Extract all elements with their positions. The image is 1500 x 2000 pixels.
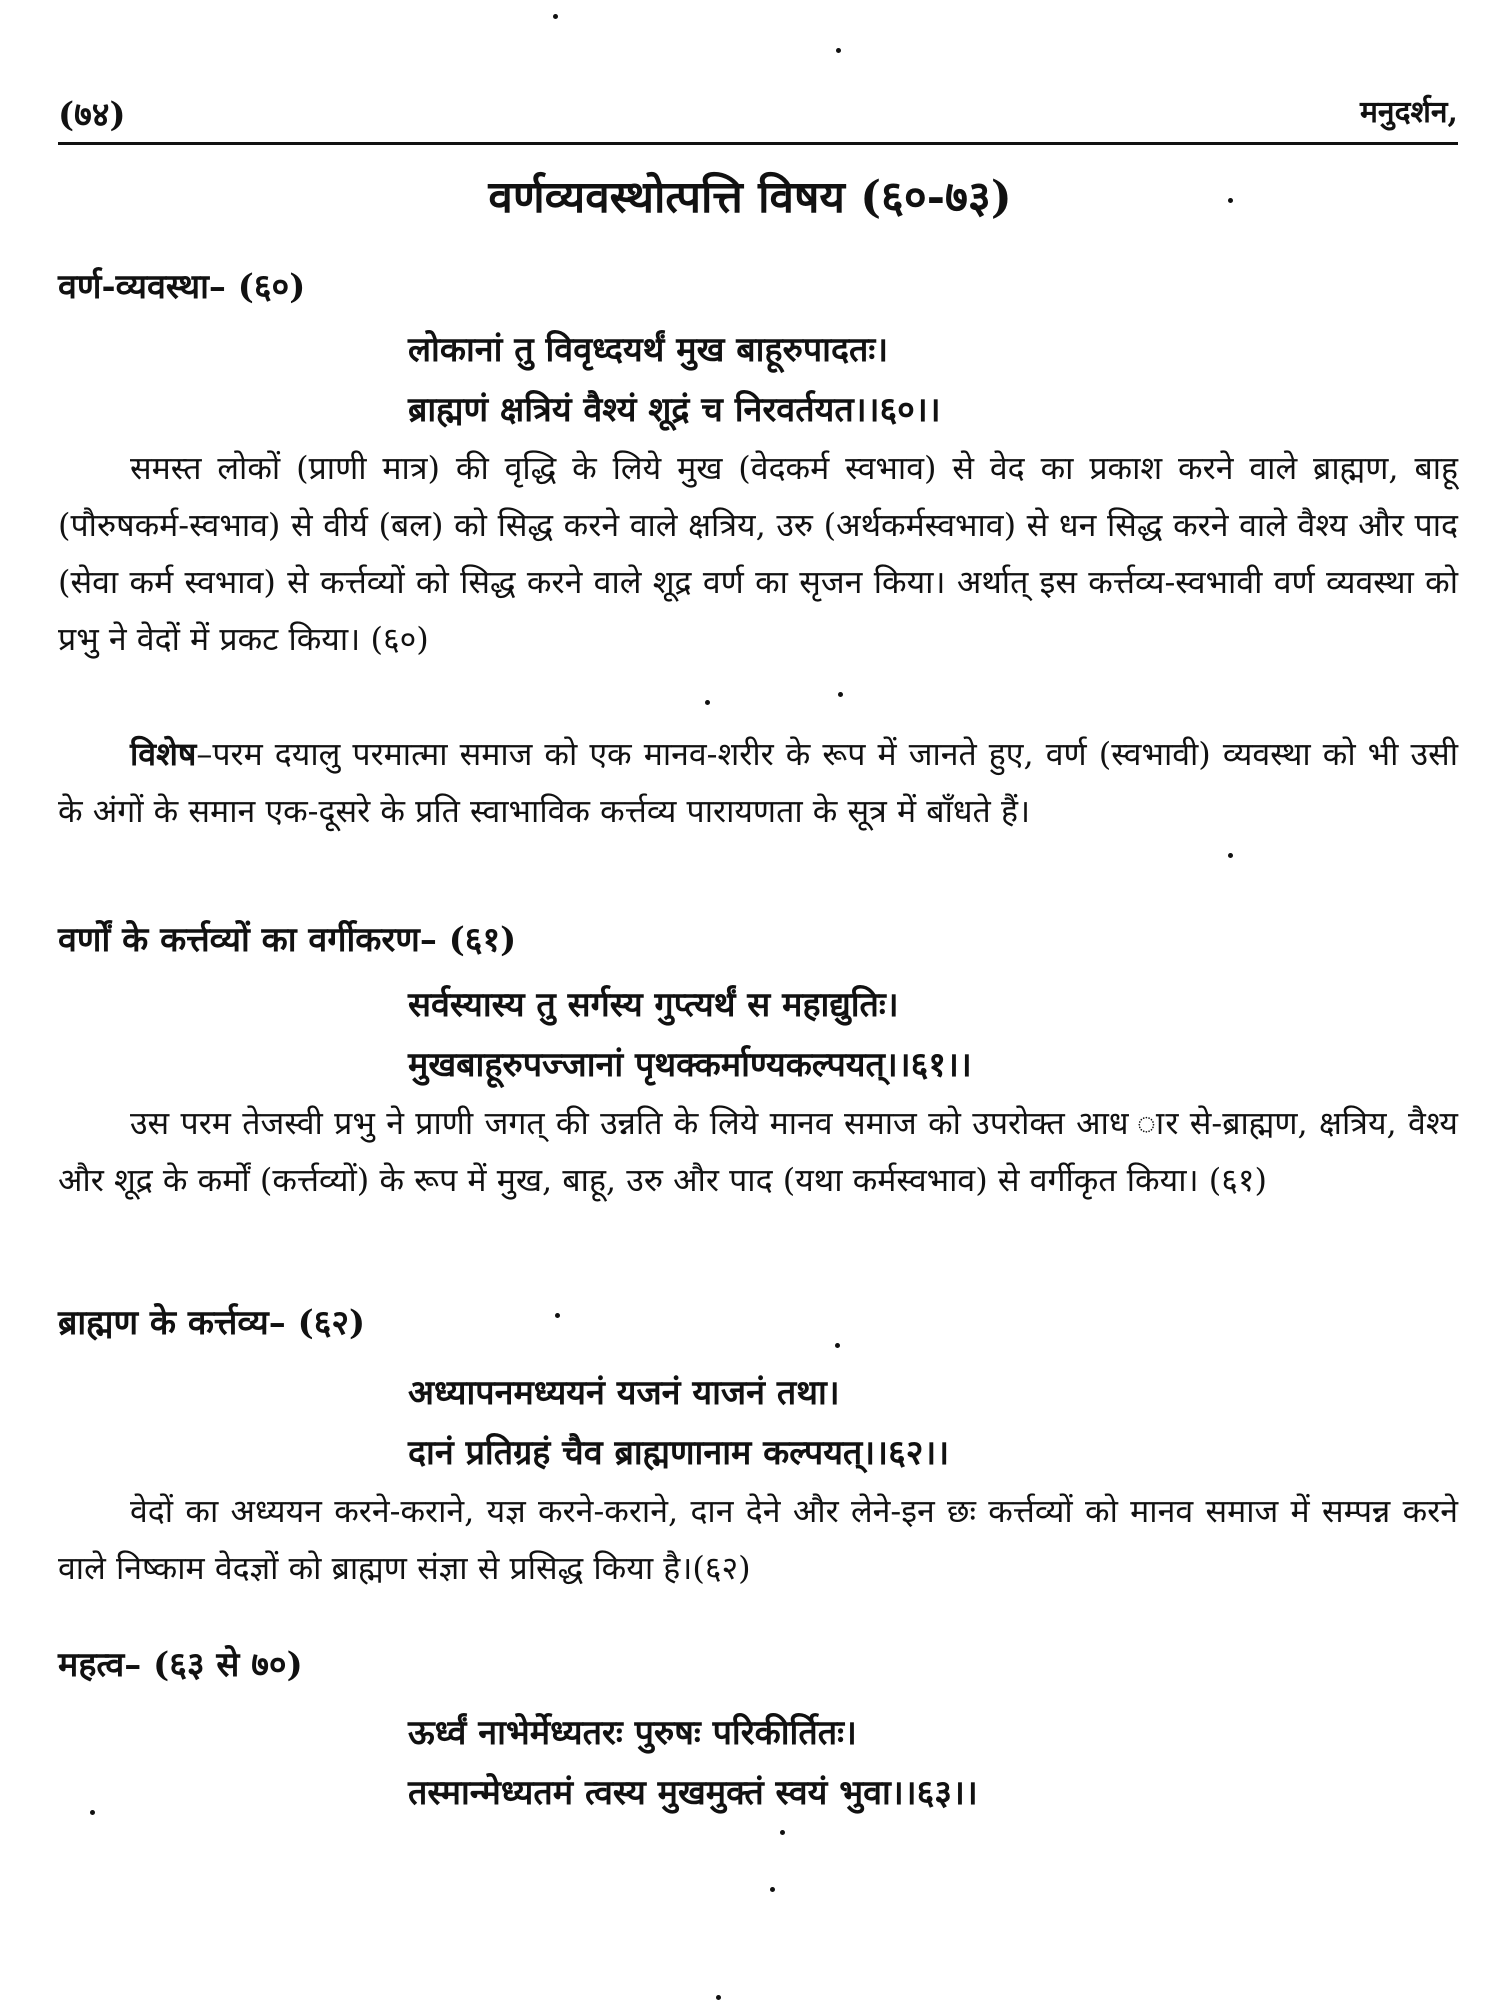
verse-60-line-1: लोकानां तु विवृध्दयर्थं मुख बाहूरुपादतः। <box>408 330 889 370</box>
special-label: विशेष <box>130 735 197 773</box>
page-number: (७४) <box>58 95 126 135</box>
section-heading-classification: वर्णों के कर्त्तव्यों का वर्गीकरण– (६१) <box>58 920 517 960</box>
scan-speck <box>716 1995 721 2000</box>
paragraph-special <box>58 726 1458 840</box>
verse-61-line-2: मुखबाहूरुपज्जानां पृथक्कर्माण्यकल्पयत्।।६१।। <box>408 1045 972 1085</box>
scan-speck <box>838 692 843 697</box>
scan-speck <box>780 1830 785 1835</box>
running-head: मनुदर्शन, <box>1359 95 1458 130</box>
paragraph-61 <box>58 1095 1458 1209</box>
scan-speck <box>553 14 558 19</box>
chapter-title: वर्णव्यवस्थोत्पत्ति विषय (६०-७३) <box>488 172 1012 223</box>
scan-speck <box>835 1343 840 1348</box>
section-heading-brahmin-duties: ब्राह्मण के कर्त्तव्य– (६२) <box>58 1303 366 1343</box>
verse-62-line-1: अध्यापनमध्ययनं यजनं याजनं तथा। <box>408 1373 840 1413</box>
paragraph-61-text: उस परम तेजस्वी प्रभु ने प्राणी जगत् की उन्नति के लिये मानव समाज को उपरोक्त आध ार से-ब्राह्मण, क्षत्रिय, वैश्य और शूद्र के कर्मों (कर्त्तव्यों) के रूप में मुख, बाहू, उरु और पाद (यथा कर्मस्वभाव) से वर्गीकृत किया। (६१) <box>58 1104 1458 1199</box>
paragraph-62 <box>58 1483 1458 1597</box>
verse-63-line-1: ऊर्ध्वं नाभेर्मेध्यतरः पुरुषः परिकीर्तितः। <box>408 1713 857 1753</box>
verse-63-line-2: तस्मान्मेध्यतमं त्वस्य मुखमुक्तं स्वयं भुवा।।६३।। <box>408 1773 978 1813</box>
scan-speck <box>90 1810 95 1815</box>
verse-62-line-2: दानं प्रतिग्रहं चैव ब्राह्मणानाम कल्पयत्।।६२।। <box>408 1433 950 1473</box>
verse-60-line-2: ब्राह्मणं क्षत्रियं वैश्यं शूद्रं च निरवर्तयत।।६०।। <box>408 390 941 430</box>
scan-speck <box>705 700 710 705</box>
scan-speck <box>836 48 841 53</box>
paragraph-60-text: समस्त लोकों (प्राणी मात्र) की वृद्धि के लिये मुख (वेदकर्म स्वभाव) से वेद का प्रकाश करने वाले ब्राह्मण, बाहू (पौरुषकर्म-स्वभाव) से वीर्य (बल) को सिद्ध करने वाले क्षत्रिय, उरु (अर्थकर्मस्वभाव) से धन सिद्ध करने वाले वैश्य और पाद (सेवा कर्म स्वभाव) से कर्त्तव्यों को सिद्ध करने वाले शूद्र वर्ण का सृजन किया। अर्थात् इस कर्त्तव्य-स्वभावी वर्ण व्यवस्था को प्रभु ने वेदों में प्रकट किया। (६०) <box>58 449 1458 658</box>
special-text: –परम दयालु परमात्मा समाज को एक मानव-शरीर के रूप में जानते हुए, वर्ण (स्वभावी) व्यवस्था को भी उसी के अंगों के समान एक-दूसरे के प्रति स्वाभाविक कर्त्तव्य पारायणता के सूत्र में बाँधते हैं। <box>58 735 1458 830</box>
scan-speck <box>1228 853 1233 858</box>
paragraph-60 <box>58 440 1458 668</box>
scan-speck <box>770 1887 775 1892</box>
page-header <box>58 88 1458 145</box>
scan-speck <box>555 1313 560 1318</box>
scan-speck <box>1228 198 1233 203</box>
paragraph-62-text: वेदों का अध्ययन करने-कराने, यज्ञ करने-कराने, दान देने और लेने-इन छः कर्त्तव्यों को मानव समाज में सम्पन्न करने वाले निष्काम वेदज्ञों को ब्राह्मण संज्ञा से प्रसिद्ध किया है।(६२) <box>58 1492 1458 1587</box>
verse-61-line-1: सर्वस्यास्य तु सर्गस्य गुप्त्यर्थं स महाद्युतिः। <box>408 985 899 1025</box>
section-heading-importance: महत्व– (६३ से ७०) <box>58 1645 303 1685</box>
section-heading-varna-vyavastha: वर्ण-व्यवस्था– (६०) <box>58 267 306 307</box>
